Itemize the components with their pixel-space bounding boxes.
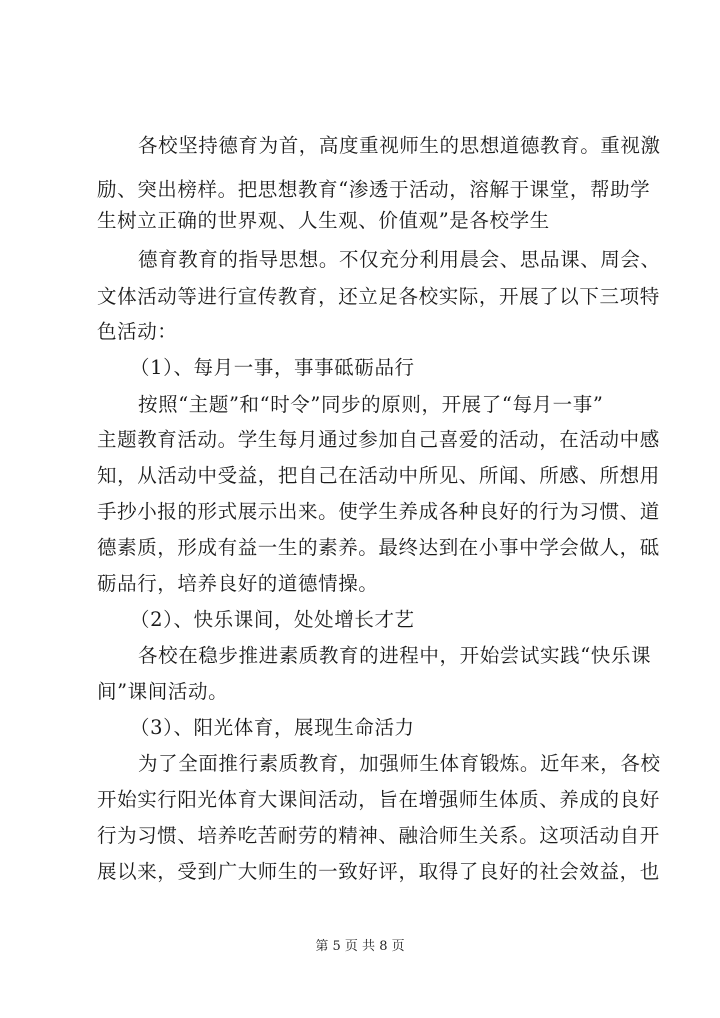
paragraph-line: 文体活动等进行宣传教育，还立足各校实际，开展了以下三项特	[97, 285, 660, 308]
paragraph-line: 知，从活动中受益，把自己在活动中所见、所闻、所感、所想用	[97, 464, 660, 487]
paragraph-line: 为了全面推行素质教育，加强师生体育锻炼。近年来，各校	[138, 752, 661, 775]
paragraph-line: 间”课间活动。	[97, 680, 229, 703]
page-number-footer: 第 5 页 共 8 页	[315, 939, 405, 954]
paragraph-line: 展以来，受到广大师生的一致好评，取得了良好的社会效益，也	[97, 860, 660, 883]
paragraph-line: 开始实行阳光体育大课间活动，旨在增强师生体质、养成的良好	[97, 788, 660, 811]
paragraph-line: 色活动：	[97, 320, 178, 343]
paragraph-line: 德育教育的指导思想。不仅充分利用晨会、思品课、周会、	[138, 248, 661, 271]
paragraph-line: 生树立正确的世界观、人生观、价值观”是各校学生	[97, 209, 550, 232]
section-heading: （3）、阳光体育，展现生命活力	[130, 716, 415, 739]
paragraph-line: 励、突出榜样。把思想教育“渗透于活动，溶解于课堂，帮助学	[97, 178, 651, 201]
paragraph-line: 各校在稳步推进素质教育的进程中，开始尝试实践“快乐课	[138, 644, 652, 667]
section-heading: （2）、快乐课间，处处增长才艺	[130, 608, 415, 631]
paragraph-line: 砺品行，培养良好的道德情操。	[97, 572, 379, 595]
section-heading: （1）、每月一事，事事砥砺品行	[130, 356, 415, 379]
paragraph-line: 各校坚持德育为首，高度重视师生的思想道德教育。重视激	[138, 134, 661, 157]
paragraph-line: 主题教育活动。学生每月通过参加自己喜爱的活动，在活动中感	[97, 428, 660, 451]
paragraph-line: 按照“主题”和“时令”同步的原则，开展了“每月一事”	[138, 393, 604, 416]
paragraph-line: 手抄小报的形式展示出来。使学生养成各种良好的行为习惯、道	[97, 500, 660, 523]
paragraph-line: 行为习惯、培养吃苦耐劳的精神、融洽师生关系。这项活动自开	[97, 824, 660, 847]
paragraph-line: 德素质，形成有益一生的素养。最终达到在小事中学会做人，砥	[97, 536, 660, 559]
